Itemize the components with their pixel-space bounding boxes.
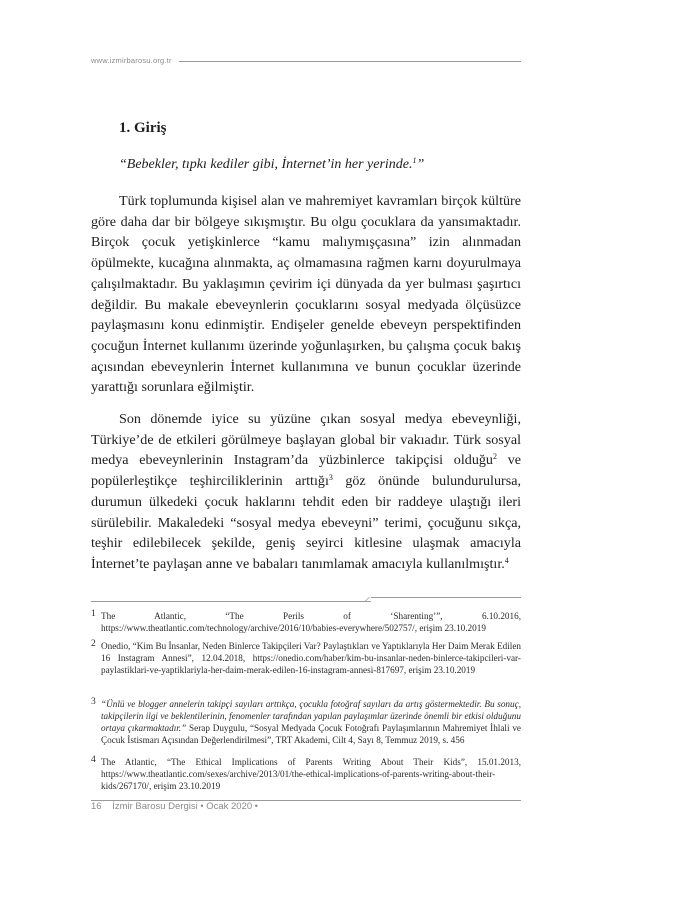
paragraph-1: Türk toplumunda kişisel alan ve mahremiyet kavramları birçok kültüre göre daha dar bir bölgeye sıkışmıştır. Bu olgu çocuklara da yansımaktadır. Birçok çocuk yetişkinlerce “kamu malıymışçasına” izin alınmadan öpülmekte, kucağına alınmakta, aç olmamasına rağmen karnı doyurulmaya çalışılmaktadır. Bu yaklaşımın çevirim içi dünyada da yer bulması şaşırtıcı değildir. Bu makale ebeveynlerin çocuklarını sosyal medyada ölçüsüzce paylaşmasını konu edinmiştir. Endişeler genelde ebeveyn perspektifinden çocuğun İnternet kullanımı üzerinde yoğunlaşırken, bu çalışma çocuk bakış açısından ebeveynlerin İnternet kullanımına ve bunun çocuklar üzerinde yarattığı sorunlara eğilmiştir. [91, 193, 521, 396]
footnote-number: 3 [91, 697, 96, 707]
footnote-1 [91, 611, 521, 635]
bullet-end: • [254, 801, 258, 811]
footnote-text [101, 699, 521, 747]
paragraph-2-part-c: göz önünde bulundurulursa, durumun ülkedeki çocuk haklarını tehdit eden bir raddeye ulaştığı ileri sürülebilir. Makaledeki “sosyal medya ebeveyni” terimi, çocuğunu sıkça, teşhir edilebilecek şekilde, geniş seyirci kitlesine ulaşmak amacıyla İnternet’te paylaşan anne ve babaları tanımlamak amacıyla kullanılmıştır. [91, 473, 521, 572]
epigraph-text: “Bebekler, tıpkı kediler gibi, İnternet’in her yerinde. [119, 157, 413, 172]
footnote-separator [91, 597, 521, 605]
footnote-quote: “Ünlü ve blogger annelerin takipçi sayıları arttıkça, çocukla fotoğraf sayıları da artış göstermektedir. Bu sonuç, takipçilerin ilgi ve beklentilerinin, fenomenler tarafından yapılan paylaşımlar üzerinde önemli bir etkisi olduğunu ortaya çıkarmaktadır.” [101, 699, 521, 733]
paragraph-2-part-a: Son dönemde iyice su yüzüne çıkan sosyal medya ebeveynliği, Türkiye’de de etkileri görülmeye başlayan global bir vakıadır. Türk sosyal medya ebeveynlerinin Instagram’da yüzbinlerce takipçisi olduğu [91, 411, 521, 469]
footnote-ref-4[interactable]: 4 [504, 555, 509, 565]
bullet-separator: • [200, 801, 204, 811]
footnote-text: The Atlantic, “The Perils of ‘Sharenting’”, 6.10.2016, https://www.theatlantic.com/technology/archive/2016/10/babies-everywhere/502757/, erişim 23.10.2019 [101, 611, 521, 633]
footnote-citation: Serap Duygulu, “Sosyal Medyada Çocuk Fotoğrafı Paylaşımlarının Mahremiyet İhlali ve Çocuk İstismarı Açısından Değerlendirilmesi”, TRT Akademi, Cilt 4, Sayı 8, Temmuz 2019, s. 456 [101, 722, 521, 745]
issue-date: Ocak 2020 [206, 801, 253, 812]
footnote-4 [91, 757, 521, 793]
page-footer [91, 801, 258, 812]
footnote-ref-1[interactable]: 1 [412, 156, 417, 165]
footnote-ref-2[interactable]: 2 [492, 452, 497, 462]
footnote-number: 4 [91, 755, 96, 765]
paragraph-2-part-b: ve popülerleştikçe teşhirciliklerinin arttığı [91, 452, 522, 490]
footnote-2 [91, 641, 521, 677]
journal-name: İzmir Barosu Dergisi [112, 801, 198, 812]
page-header [91, 56, 521, 66]
footnote-3 [91, 699, 521, 747]
footnote-ref-3[interactable]: 3 [328, 473, 333, 483]
footnote-number: 2 [91, 639, 96, 649]
page-number: 16 [91, 801, 102, 812]
paragraph-2 [91, 409, 521, 575]
footnote-text: The Atlantic, “The Ethical Implications of Parents Writing About Their Kids”, 15.01.2013, https://www.theatlantic.com/sexes/archive/2013/01/the-ethical-implications-of-parents-writing-about-their-kids/267170/, erişim 23.10.2019 [101, 757, 521, 791]
epigraph [119, 157, 424, 173]
header-url: www.izmirbarosu.org.tr [91, 56, 172, 65]
epigraph-close: ” [416, 157, 425, 172]
section-title: 1. Giriş [119, 120, 167, 136]
footnote-number: 1 [91, 609, 96, 619]
header-rule [179, 61, 521, 62]
footnote-text: Onedio, “Kim Bu İnsanlar, Neden Binlerce Takipçileri Var? Paylaştıkları ve Yaptıklarıyla Her Daim Merak Edilen 16 Instagram Annesi”, 12.04.2018, https://onedio.com/haber/kim-bu-insanlar-neden-binlerce-takipcileri-var-paylastiklari-ve-yaptiklariyla-her-daim-merak-edilen-16-instagram-annesi-817697, erişim 23.10.2019 [101, 641, 521, 675]
